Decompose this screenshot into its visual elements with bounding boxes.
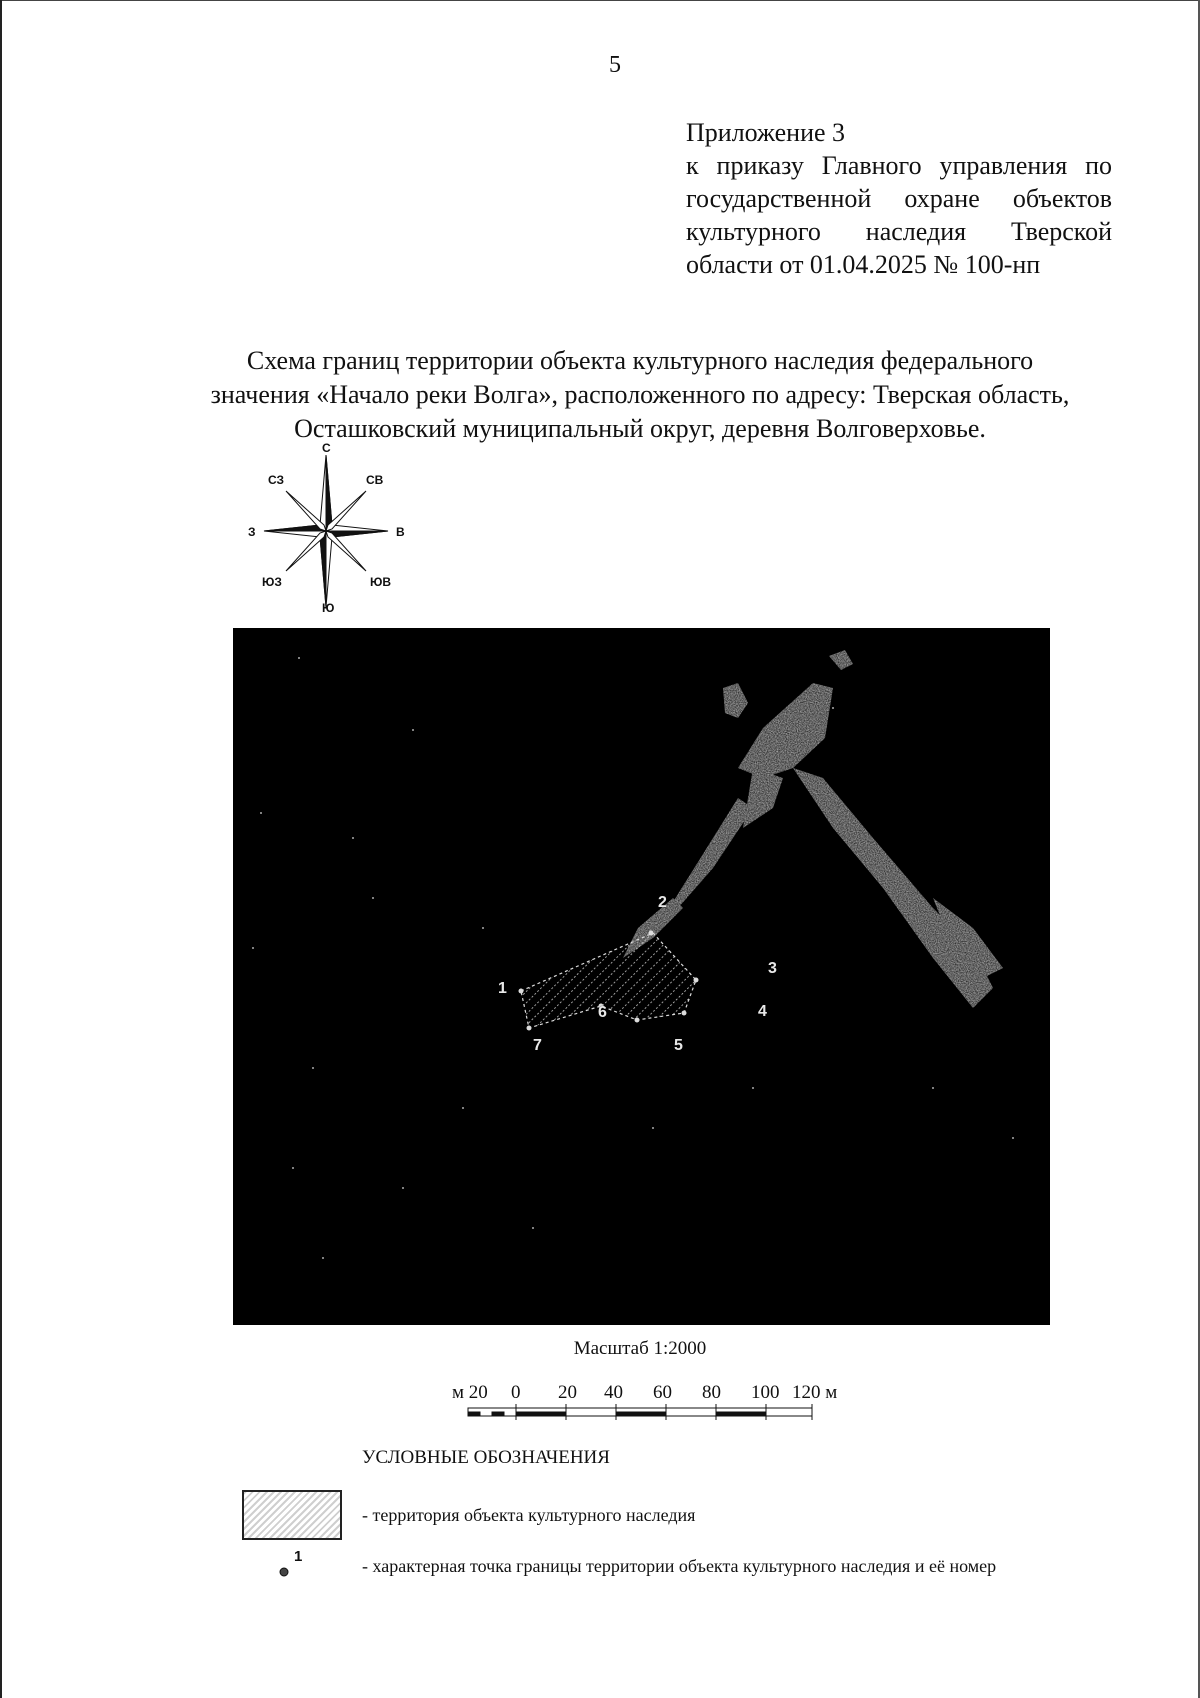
map-imagery (233, 628, 1050, 1325)
compass-rose-icon (240, 440, 420, 620)
scale-label: 40 (604, 1382, 623, 1403)
legend-point-text: - характерная точка границы территории объекта культурного наследия и её номер (362, 1556, 997, 1576)
page-number: 5 (609, 52, 621, 78)
point-label-3: 3 (768, 960, 777, 977)
scale-label: 0 (511, 1382, 521, 1403)
point-label-7: 7 (533, 1037, 542, 1054)
compass-s: Ю (322, 601, 335, 615)
legend-point-number: 1 (294, 1548, 303, 1565)
boundary-point-icon (278, 1560, 308, 1590)
page-border-top (0, 0, 1200, 1)
appendix-block (686, 116, 1112, 281)
satellite-map (233, 628, 1050, 1325)
compass-e: В (396, 525, 405, 539)
point-label-5: 5 (674, 1037, 683, 1054)
scale-bar (448, 1380, 848, 1450)
scale-label: м 20 (452, 1382, 488, 1403)
title-line: Схема границ территории объекта культурного наследия федерального (246, 346, 1034, 375)
appendix-line: культурного наследия Тверской (686, 217, 1112, 246)
scale-label: 20 (558, 1382, 577, 1403)
scale-ruler (468, 1404, 812, 1420)
point-label-4: 4 (758, 1003, 767, 1020)
scale-label: 80 (702, 1382, 721, 1403)
terrain-features (623, 650, 1003, 1008)
compass-se: ЮВ (370, 575, 392, 589)
compass-n: С (322, 441, 331, 455)
point-label-1: 1 (498, 980, 507, 997)
page-border-left (0, 0, 2, 1698)
document-title (160, 344, 1120, 446)
heritage-territory (521, 933, 696, 1028)
legend-title: УСЛОВНЫЕ ОБОЗНАЧЕНИЯ (362, 1447, 610, 1468)
scale-label: 120 м (792, 1382, 838, 1403)
compass-nw: СЗ (268, 473, 285, 487)
appendix-line: государственной охране объектов (686, 184, 1112, 213)
title-line: значения «Начало реки Волга», расположенного по адресу: Тверская область, (210, 380, 1070, 409)
scale-title: Масштаб 1:2000 (573, 1338, 707, 1359)
title-line: Осташковский муниципальный округ, деревня Волговерховье. (294, 414, 986, 443)
appendix-line: к приказу Главного управления по (686, 151, 1112, 180)
legend-territory-text: - территория объекта культурного наследия (362, 1505, 696, 1525)
compass-ne: СВ (366, 473, 384, 487)
point-label-6: 6 (598, 1004, 607, 1021)
territory-swatch (242, 1490, 342, 1540)
scale-label: 100 (751, 1382, 780, 1403)
appendix-line: Приложение 3 (686, 118, 846, 147)
compass-w: З (248, 525, 256, 539)
appendix-line: области от 01.04.2025 № 100-нп (686, 250, 1041, 279)
point-label-2: 2 (658, 894, 667, 911)
compass-sw: ЮЗ (262, 575, 282, 589)
scale-label: 60 (653, 1382, 672, 1403)
